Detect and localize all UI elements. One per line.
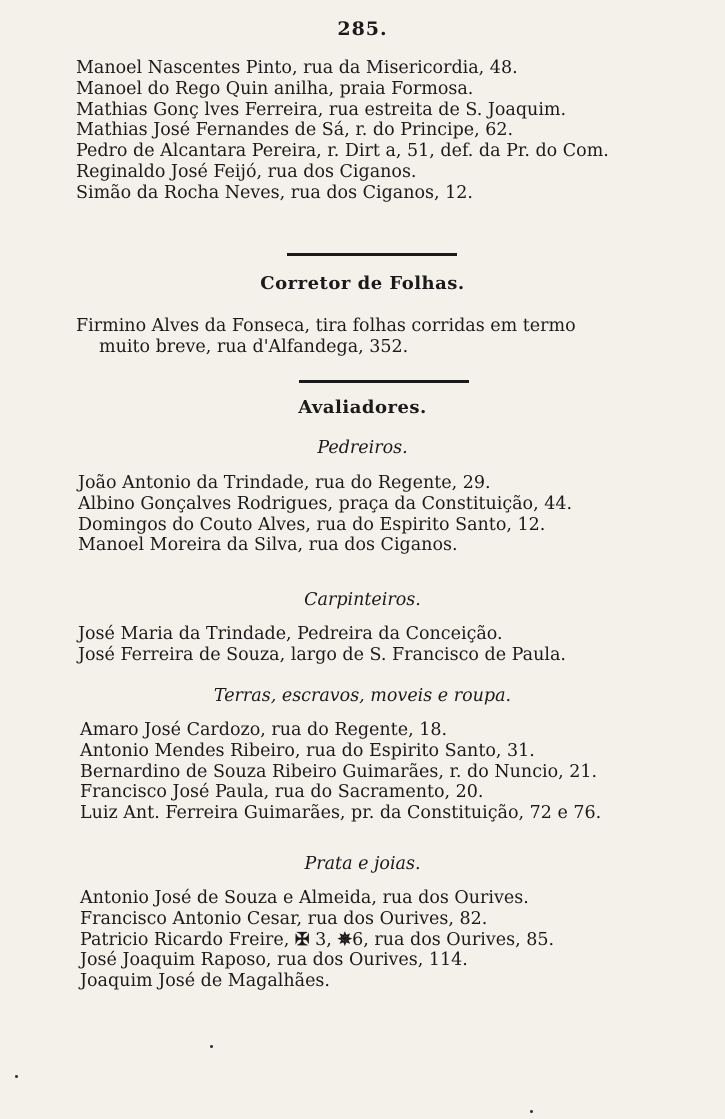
- pedreiros-list: [0, 473, 725, 556]
- list-item: João Antonio da Trindade, rua do Regente, 29.: [78, 473, 491, 493]
- list-item: Antonio José de Souza e Almeida, rua dos Ourives.: [80, 888, 529, 908]
- list-item: Luiz Ant. Ferreira Guimarães, pr. da Constituição, 72 e 76.: [80, 803, 602, 824]
- corretor-entry: [0, 316, 725, 358]
- list-item: Mathias Gonç lves Ferreira, rua estreita de S. Joaquim.: [76, 99, 567, 120]
- subsection-title: Pedreiros.: [317, 438, 408, 458]
- list-item: Reginaldo José Feijó, rua dos Ciganos.: [76, 161, 417, 182]
- speck: [530, 1110, 533, 1113]
- list-item: José Joaquim Raposo, rua dos Ourives, 114.: [80, 950, 468, 971]
- carpinteiros-list: [0, 624, 725, 666]
- section-heading: Avaliadores.: [298, 397, 427, 418]
- avaliadores-section: [0, 398, 725, 419]
- subsection-title: Carpinteiros.: [304, 590, 421, 610]
- list-item: Firmino Alves da Fonseca, tira folhas corridas em termo: [76, 316, 576, 336]
- list-item: José Ferreira de Souza, largo de S. Francisco de Paula.: [78, 644, 566, 665]
- list-item: Simão da Rocha Neves, rua dos Ciganos, 12.: [76, 182, 473, 203]
- section-divider: [287, 253, 457, 256]
- list-item: Manoel do Rego Quin anilha, praia Formosa.: [76, 78, 474, 99]
- list-item: Antonio Mendes Ribeiro, rua do Espirito Santo, 31.: [80, 740, 535, 761]
- list-item-continuation: muito breve, rua d'Alfandega, 352.: [99, 336, 409, 357]
- entry-name: Patricio Ricardo Freire,: [80, 929, 290, 950]
- speck: [15, 1075, 18, 1078]
- page-number: 285.: [337, 18, 388, 40]
- order-star-icon: ✵: [337, 929, 353, 950]
- terras-subheading: [0, 686, 725, 707]
- pedreiros-subheading: [0, 438, 725, 459]
- subsection-title: Prata e joias.: [304, 854, 421, 874]
- list-item: Pedro de Alcantara Pereira, r. Dirt a, 51, def. da Pr. do Com.: [76, 141, 609, 162]
- section-divider: [299, 380, 469, 383]
- corretor-section: [0, 274, 725, 295]
- entry-address: 6, rua dos Ourives, 85.: [352, 929, 555, 950]
- list-item: Bernardino de Souza Ribeiro Guimarães, r. do Nuncio, 21.: [80, 761, 598, 782]
- list-item: Domingos do Couto Alves, rua do Espirito Santo, 12.: [78, 514, 546, 535]
- terras-list: [0, 720, 725, 824]
- subsection-title: Terras, escravos, moveis e roupa.: [213, 686, 512, 706]
- list-item: Joaquim José de Magalhães.: [80, 971, 330, 992]
- list-item: Francisco Antonio Cesar, rua dos Ourives, 82.: [80, 908, 488, 929]
- top-entries-list: [0, 58, 725, 204]
- list-item: Mathias José Fernandes de Sá, r. do Principe, 62.: [76, 120, 514, 141]
- list-item: Francisco José Paula, rua do Sacramento, 20.: [80, 782, 484, 803]
- cross-icon: ✠: [294, 929, 310, 950]
- speck: [210, 1045, 213, 1048]
- list-item: José Maria da Trindade, Pedreira da Conceição.: [78, 624, 503, 644]
- list-item: Albino Gonçalves Rodrigues, praça da Constituição, 44.: [78, 493, 573, 514]
- list-item: Manoel Nascentes Pinto, rua da Misericordia, 48.: [76, 58, 518, 78]
- list-item: Manoel Moreira da Silva, rua dos Ciganos.: [78, 535, 458, 556]
- prata-list: [0, 888, 725, 992]
- entry-number: 3,: [315, 929, 332, 950]
- list-item: [0, 930, 725, 951]
- list-item: Amaro José Cardozo, rua do Regente, 18.: [80, 720, 448, 740]
- prata-subheading: [0, 854, 725, 875]
- carpinteiros-subheading: [0, 590, 725, 611]
- section-heading: Corretor de Folhas.: [260, 273, 465, 294]
